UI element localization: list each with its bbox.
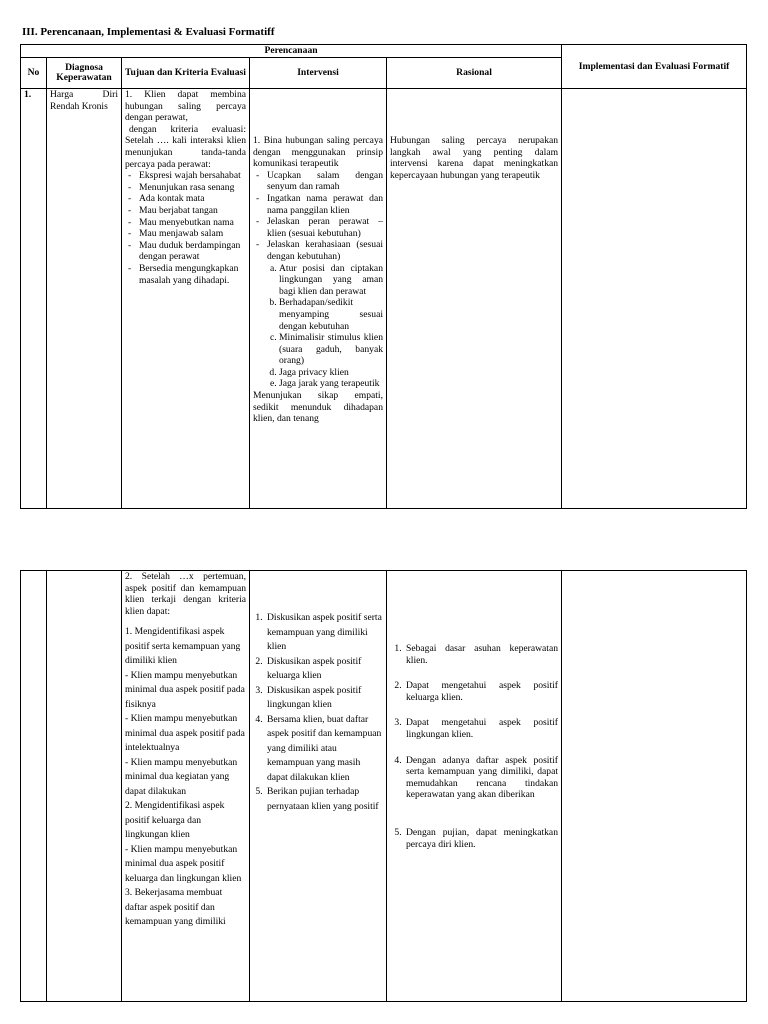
tujuan-line: 1. Mengidentifikasi aspek positif serta kemampuan yang dimiliki klien [125, 626, 241, 667]
tujuan-list [125, 170, 246, 286]
section-heading: III. Perencanaan, Implementasi & Evaluasi Formatiff [22, 26, 275, 38]
list-item: 3. Diskusikan aspek positif lingkungan klien [265, 684, 383, 713]
list-item: - Jelaskan peran perawat – klien (sesuai kebutuhan) [253, 216, 383, 239]
rasional-list [390, 643, 558, 850]
list-item: 5. Berikan pujian terhadap pernyataan klien yang positif [265, 785, 383, 814]
list-item: - Menunjukan rasa senang [125, 182, 246, 194]
list-item: - Mau duduk berdampingan dengan perawat [125, 240, 246, 263]
list-item: 2. Diskusikan aspek positif keluarga klien [265, 655, 383, 684]
implementasi-cell [562, 89, 747, 509]
list-item: - Mau berjabat tangan [125, 205, 246, 217]
header-implementasi: Implementasi dan Evaluasi Formatif [562, 45, 747, 89]
header-tujuan: Tujuan dan Kriteria Evaluasi [122, 58, 250, 89]
list-item: - Ekspresi wajah bersahabat [125, 170, 246, 182]
intervensi-cell [250, 571, 387, 1002]
list-item: - Ucapkan salam dengan senyum dan ramah [253, 170, 383, 193]
list-item: - Ingatkan nama perawat dan nama panggilan klien [253, 193, 383, 216]
tujuan-line: 3. Bekerjasama membuat daftar aspek positif dan kemampuan yang dimiliki [125, 887, 226, 928]
list-item: 2. Dapat mengetahui aspek positif keluarga klien. [404, 680, 558, 703]
tujuan-cell [122, 571, 250, 1002]
tujuan-line: - Klien mampu menyebutkan minimal dua aspek positif pada fisiknya [125, 669, 245, 710]
tujuan-intro: 2. Setelah …x pertemuan, aspek positif dan kemampuan klien terkaji dengan kriteria klien dapat: [125, 571, 246, 617]
row-number: 1. [21, 89, 47, 509]
tujuan-line: 2. Mengidentifikasi aspek positif keluarga dan lingkungan klien [125, 800, 225, 841]
care-plan-table-2 [20, 570, 747, 1002]
list-item: e. Jaga jarak yang terapeutik [279, 378, 383, 390]
intervensi-closing: Menunjukan sikap empati, sedikit menunduk dihadapan klien, dan tenang [253, 390, 383, 425]
header-intervensi: Intervensi [250, 58, 387, 89]
list-item: b. Berhadapan/sedikit menyamping sesuai dengan kebutuhan [279, 297, 383, 332]
diagnosa-cell: Harga Diri Rendah Kronis [47, 89, 122, 509]
diagnosa-cell [47, 571, 122, 1002]
intervensi-intro: 1. Bina hubungan saling percaya dengan menggunakan prinsip komunikasi terapeutik [253, 135, 383, 170]
table-row [21, 571, 747, 1002]
tujuan-cell [122, 89, 250, 509]
implementasi-cell [562, 571, 747, 1002]
tujuan-line: - Klien mampu menyebutkan minimal dua aspek positif pada intelektualnya [125, 713, 245, 754]
intervensi-list [253, 611, 383, 814]
list-item: 4. Dengan adanya daftar aspek positif serta kemampuan yang dimiliki, dapat memudahkan rencana tindakan keperawatan yang akan diberikan [404, 755, 558, 801]
rasional-text: Hubungan saling percaya nerupakan langkah awal yang penting dalam intervensi karena dapat meningkatkan kepercayaan hubungan yang terapeutik [390, 135, 559, 181]
list-item: 4. Bersama klien, buat daftar aspek positif dan kemampuan yang dimiliki atau kemampuan yang masih dapat dilakukan klien [265, 713, 383, 786]
intervensi-list [253, 170, 383, 263]
tujuan-intro: 1. Klien dapat membina hubungan saling percaya dengan perawat, [125, 89, 246, 124]
header-no: No [21, 58, 47, 89]
row-number [21, 571, 47, 1002]
list-item: - Ada kontak mata [125, 193, 246, 205]
rasional-cell [387, 571, 562, 1002]
tujuan-line: - Klien mampu menyebutkan minimal dua aspek positif keluarga dan lingkungan klien [125, 843, 242, 884]
tujuan-criteria: dengan kriteria evaluasi: Setelah …. kali interaksi klien menunjukan tanda-tanda percaya pada perawat: [125, 123, 246, 170]
list-item: - Jelaskan kerahasiaan (sesuai dengan kebutuhan) [253, 239, 383, 262]
list-item: 3. Dapat mengetahui aspek positif lingkungan klien. [404, 717, 558, 740]
list-item: 1. Diskusikan aspek positif serta kemampuan yang dimiliki klien [265, 611, 383, 655]
intervensi-sublist [253, 263, 383, 391]
list-item: c. Minimalisir stimulus klien (suara gaduh, banyak orang) [279, 332, 383, 367]
header-diagnosa: Diagnosa Keperawatan [47, 58, 122, 89]
tujuan-line: - Klien mampu menyebutkan minimal dua kegiatan yang dapat dilakukan [125, 756, 238, 797]
list-item: a. Atur posisi dan ciptakan lingkungan yang aman bagi klien dan perawat [279, 263, 383, 298]
list-item: - Mau menyebutkan nama [125, 217, 246, 229]
header-perencanaan: Perencanaan [21, 45, 562, 58]
list-item: 5. Dengan pujian, dapat meningkatkan percaya diri klien. [404, 827, 558, 850]
intervensi-cell [250, 89, 387, 509]
list-item: - Bersedia mengungkapkan masalah yang dihadapi. [125, 263, 246, 286]
list-item: 1. Sebagai dasar asuhan keperawatan klien. [404, 643, 558, 666]
rasional-cell [387, 89, 562, 509]
header-rasional: Rasional [387, 58, 562, 89]
list-item: - Mau menjawab salam [125, 228, 246, 240]
list-item: d. Jaga privacy klien [279, 367, 383, 379]
table-row [21, 89, 747, 509]
care-plan-table-1 [20, 44, 747, 509]
